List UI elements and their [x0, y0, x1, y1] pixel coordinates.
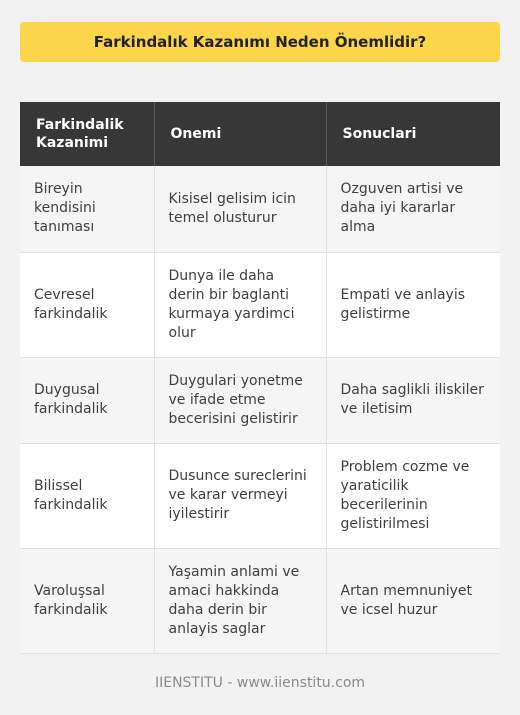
table-cell: Yaşamin anlami ve amaci hakkinda daha derin bir anlayis saglar [154, 548, 326, 653]
table-cell: Empati ve anlayis gelistirme [326, 252, 500, 357]
table-cell: Kisisel gelisim icin temel olusturur [154, 166, 326, 252]
page-title: Farkindalık Kazanımı Neden Önemlidir? [20, 22, 500, 62]
column-header-results: Sonuclari [326, 102, 500, 166]
table-cell: Dusunce sureclerini ve karar vermeyi iyilestirir [154, 443, 326, 548]
table-cell: Daha saglikli iliskiler ve iletisim [326, 357, 500, 443]
table-cell: Bilissel farkindalik [20, 443, 154, 548]
table-cell: Problem cozme ve yaraticilik becerilerinin gelistirilmesi [326, 443, 500, 548]
column-header-awareness: Farkindalik Kazanimi [20, 102, 154, 166]
table-header-row [20, 102, 500, 166]
table-cell: Artan memnuniyet ve icsel huzur [326, 548, 500, 653]
table-row [20, 252, 500, 357]
table-cell: Ozguven artisi ve daha iyi kararlar alma [326, 166, 500, 252]
table-cell: Varoluşsal farkindalik [20, 548, 154, 653]
table-row [20, 443, 500, 548]
table-cell: Duygusal farkindalik [20, 357, 154, 443]
table-cell: Dunya ile daha derin bir baglanti kurmaya yardimci olur [154, 252, 326, 357]
comparison-table [20, 102, 500, 654]
table-row [20, 548, 500, 653]
table-row [20, 166, 500, 252]
footer-credit: IIENSTITU - www.iienstitu.com [154, 675, 366, 691]
column-header-importance: Onemi [154, 102, 326, 166]
table-cell: Bireyin kendisini tanıması [20, 166, 154, 252]
comparison-table-container [20, 102, 500, 654]
table-cell: Duygulari yonetme ve ifade etme becerisini gelistirir [154, 357, 326, 443]
table-row [20, 357, 500, 443]
table-cell: Cevresel farkindalik [20, 252, 154, 357]
